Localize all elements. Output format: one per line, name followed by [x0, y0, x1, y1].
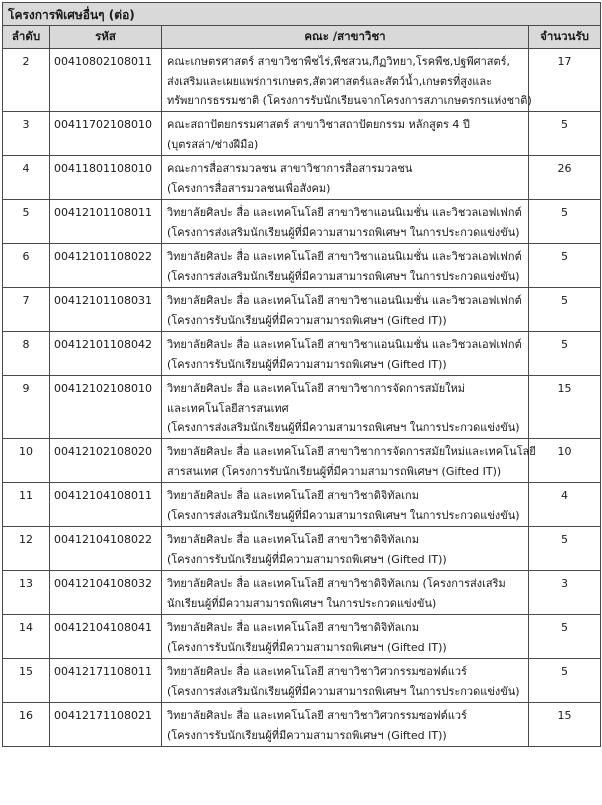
cell-seats: 3	[529, 571, 601, 615]
faculty-line: วิทยาลัยศิลปะ สื่อ และเทคโนโลยี สาขาวิชาดิจิทัลเกม	[167, 533, 419, 546]
faculty-line: (โครงการส่งเสริมนักเรียนผู้ที่มีความสามารถพิเศษฯ ในการประกวดแข่งขัน)	[167, 508, 520, 522]
table-body	[3, 49, 601, 747]
header-code: รหัส	[50, 26, 162, 49]
cell-no: 10	[3, 439, 50, 483]
faculty-line: ส่งเสริมและเผยแพร่การเกษตร,สัตวศาสตร์และสัตว์น้ำ,เกษตรที่สูงและ	[167, 74, 493, 88]
cell-faculty	[162, 156, 529, 200]
cell-seats: 15	[529, 376, 601, 439]
cell-seats: 10	[529, 439, 601, 483]
cell-faculty	[162, 244, 529, 288]
faculty-line: คณะการสื่อสารมวลชน สาขาวิชาการสื่อสารมวลชน	[167, 162, 413, 175]
cell-no: 9	[3, 376, 50, 439]
cell-code: 00412171108021	[50, 703, 162, 747]
cell-seats: 5	[529, 112, 601, 156]
cell-faculty	[162, 571, 529, 615]
cell-code: 00412101108022	[50, 244, 162, 288]
cell-seats: 26	[529, 156, 601, 200]
table-row	[3, 288, 601, 332]
faculty-line: นักเรียนผู้ที่มีความสามารถพิเศษฯ ในการประกวดแข่งขัน)	[167, 596, 437, 610]
cell-seats: 4	[529, 483, 601, 527]
cell-seats: 15	[529, 703, 601, 747]
cell-no: 12	[3, 527, 50, 571]
header-seats: จำนวนรับ	[529, 26, 601, 49]
cell-code: 00412104108032	[50, 571, 162, 615]
cell-code: 00411702108010	[50, 112, 162, 156]
faculty-line: วิทยาลัยศิลปะ สื่อ และเทคโนโลยี สาขาวิชาดิจิทัลเกม (โครงการส่งเสริม	[167, 577, 506, 590]
cell-no: 5	[3, 200, 50, 244]
cell-code: 00412101108011	[50, 200, 162, 244]
table-row	[3, 49, 601, 112]
faculty-line: วิทยาลัยศิลปะ สื่อ และเทคโนโลยี สาขาวิชาการจัดการสมัยใหม่และเทคโนโลยี	[167, 445, 536, 458]
table-row	[3, 112, 601, 156]
faculty-line: วิทยาลัยศิลปะ สื่อ และเทคโนโลยี สาขาวิชาแอนนิเมชั่น และวิชวลเอฟเฟกต์	[167, 250, 522, 263]
cell-faculty	[162, 112, 529, 156]
table-row	[3, 483, 601, 527]
cell-seats: 5	[529, 200, 601, 244]
faculty-line: (โครงการส่งเสริมนักเรียนผู้ที่มีความสามารถพิเศษฯ ในการประกวดแข่งขัน)	[167, 684, 520, 698]
table-row	[3, 571, 601, 615]
cell-no: 7	[3, 288, 50, 332]
faculty-line: คณะสถาปัตยกรรมศาสตร์ สาขาวิชาสถาปัตยกรรม หลักสูตร 4 ปี	[167, 118, 470, 131]
table-row	[3, 659, 601, 703]
cell-seats: 5	[529, 615, 601, 659]
cell-no: 16	[3, 703, 50, 747]
faculty-line: วิทยาลัยศิลปะ สื่อ และเทคโนโลยี สาขาวิชาการจัดการสมัยใหม่	[167, 382, 466, 395]
table-row	[3, 439, 601, 483]
cell-no: 13	[3, 571, 50, 615]
cell-code: 00412101108031	[50, 288, 162, 332]
faculty-line: วิทยาลัยศิลปะ สื่อ และเทคโนโลยี สาขาวิชาวิศวกรรมซอฟต์แวร์	[167, 709, 467, 722]
cell-seats: 5	[529, 659, 601, 703]
cell-seats: 5	[529, 332, 601, 376]
table-row	[3, 200, 601, 244]
cell-code: 00412104108041	[50, 615, 162, 659]
cell-code: 00410802108011	[50, 49, 162, 112]
cell-seats: 17	[529, 49, 601, 112]
cell-faculty	[162, 376, 529, 439]
cell-no: 15	[3, 659, 50, 703]
faculty-line: (โครงการรับนักเรียนผู้ที่มีความสามารถพิเศษฯ (Gifted IT))	[167, 728, 447, 742]
table-row	[3, 332, 601, 376]
faculty-line: (บุตรสล่า/ช่างฝีมือ)	[167, 137, 259, 151]
cell-no: 2	[3, 49, 50, 112]
cell-faculty	[162, 49, 532, 112]
section-title-row	[3, 3, 601, 26]
cell-seats: 5	[529, 527, 601, 571]
cell-no: 3	[3, 112, 50, 156]
faculty-line: (โครงการส่งเสริมนักเรียนผู้ที่มีความสามารถพิเศษฯ ในการประกวดแข่งขัน)	[167, 269, 520, 283]
faculty-line: (โครงการรับนักเรียนผู้ที่มีความสามารถพิเศษฯ (Gifted IT))	[167, 640, 447, 654]
cell-faculty	[162, 439, 536, 483]
faculty-line: (โครงการรับนักเรียนผู้ที่มีความสามารถพิเศษฯ (Gifted IT))	[167, 357, 447, 371]
cell-no: 4	[3, 156, 50, 200]
cell-code: 00411801108010	[50, 156, 162, 200]
admission-table	[2, 2, 601, 747]
faculty-line: สารสนเทศ (โครงการรับนักเรียนผู้ที่มีความสามารถพิเศษฯ (Gifted IT))	[167, 464, 502, 478]
section-title: โครงการพิเศษอื่นๆ (ต่อ)	[3, 3, 601, 26]
faculty-line: วิทยาลัยศิลปะ สื่อ และเทคโนโลยี สาขาวิชาดิจิทัลเกม	[167, 621, 419, 634]
faculty-line: (โครงการสื่อสารมวลชนเพื่อสังคม)	[167, 181, 331, 195]
cell-seats: 5	[529, 288, 601, 332]
cell-faculty	[162, 703, 529, 747]
faculty-line: (โครงการส่งเสริมนักเรียนผู้ที่มีความสามารถพิเศษฯ ในการประกวดแข่งขัน)	[167, 225, 520, 239]
header-faculty: คณะ /สาขาวิชา	[162, 26, 529, 49]
faculty-line: วิทยาลัยศิลปะ สื่อ และเทคโนโลยี สาขาวิชาแอนนิเมชั่น และวิชวลเอฟเฟกต์	[167, 206, 522, 219]
table-row	[3, 156, 601, 200]
table-row	[3, 244, 601, 288]
cell-code: 00412104108011	[50, 483, 162, 527]
cell-no: 6	[3, 244, 50, 288]
cell-no: 14	[3, 615, 50, 659]
cell-faculty	[162, 615, 529, 659]
faculty-line: วิทยาลัยศิลปะ สื่อ และเทคโนโลยี สาขาวิชาแอนนิเมชั่น และวิชวลเอฟเฟกต์	[167, 338, 522, 351]
cell-faculty	[162, 288, 529, 332]
cell-seats: 5	[529, 244, 601, 288]
cell-no: 11	[3, 483, 50, 527]
cell-faculty	[162, 332, 529, 376]
faculty-line: และเทคโนโลยีสารสนเทศ	[167, 401, 289, 415]
faculty-line: (โครงการรับนักเรียนผู้ที่มีความสามารถพิเศษฯ (Gifted IT))	[167, 552, 447, 566]
header-row	[3, 26, 601, 49]
faculty-line: ทรัพยากรธรรมชาติ (โครงการรับนักเรียนจากโครงการสภาเกษตรกรแห่งชาติ)	[167, 94, 532, 107]
faculty-line: คณะเกษตรศาสตร์ สาขาวิชาพืชไร่,พืชสวน,กีฏวิทยา,โรคพืช,ปฐพีศาสตร์,	[167, 55, 511, 68]
header-no: ลำดับ	[3, 26, 50, 49]
cell-faculty	[162, 659, 529, 703]
cell-code: 00412102108020	[50, 439, 162, 483]
document-page	[2, 2, 600, 747]
cell-code: 00412102108010	[50, 376, 162, 439]
cell-faculty	[162, 483, 529, 527]
table-row	[3, 615, 601, 659]
cell-faculty	[162, 200, 529, 244]
faculty-line: วิทยาลัยศิลปะ สื่อ และเทคโนโลยี สาขาวิชาวิศวกรรมซอฟต์แวร์	[167, 665, 467, 678]
cell-faculty	[162, 527, 529, 571]
cell-code: 00412101108042	[50, 332, 162, 376]
table-row	[3, 527, 601, 571]
faculty-line: (โครงการรับนักเรียนผู้ที่มีความสามารถพิเศษฯ (Gifted IT))	[167, 313, 447, 327]
table-row	[3, 376, 601, 439]
faculty-line: วิทยาลัยศิลปะ สื่อ และเทคโนโลยี สาขาวิชาดิจิทัลเกม	[167, 489, 419, 502]
cell-code: 00412104108022	[50, 527, 162, 571]
faculty-line: วิทยาลัยศิลปะ สื่อ และเทคโนโลยี สาขาวิชาแอนนิเมชั่น และวิชวลเอฟเฟกต์	[167, 294, 522, 307]
faculty-line: (โครงการส่งเสริมนักเรียนผู้ที่มีความสามารถพิเศษฯ ในการประกวดแข่งขัน)	[167, 421, 520, 434]
table-row	[3, 703, 601, 747]
cell-code: 00412171108011	[50, 659, 162, 703]
cell-no: 8	[3, 332, 50, 376]
